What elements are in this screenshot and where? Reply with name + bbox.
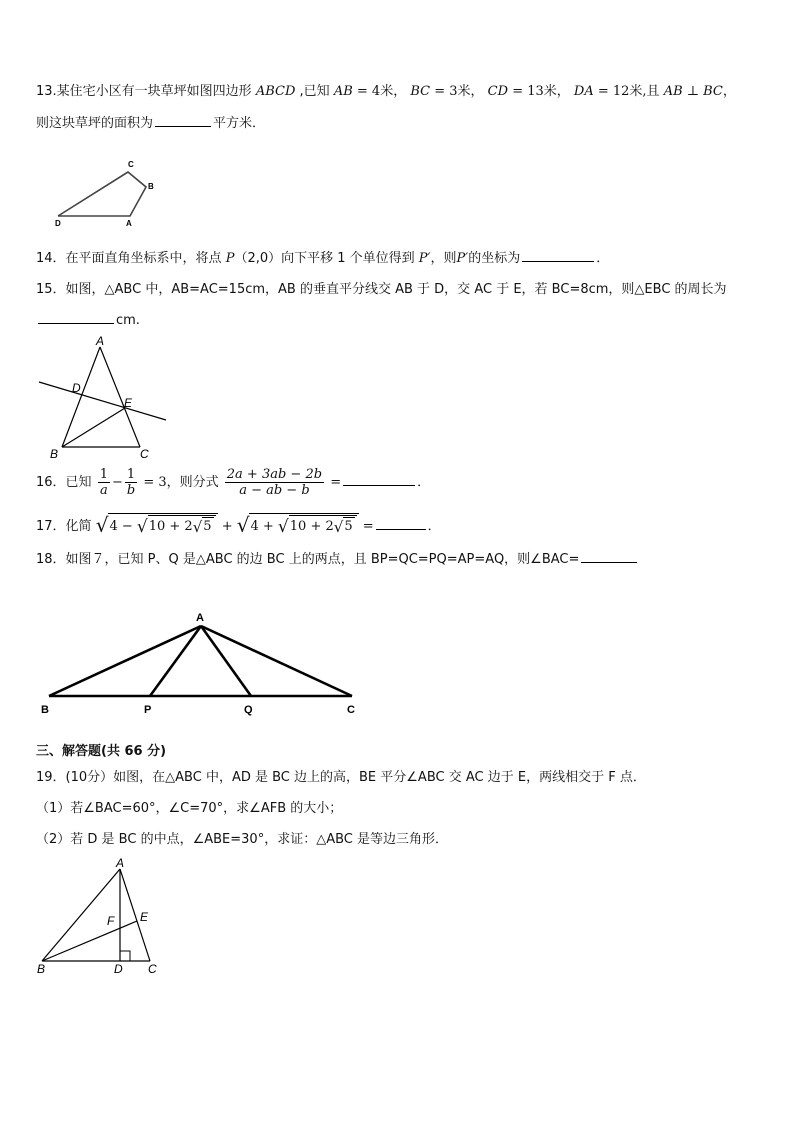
fraction-1-over-a: $\frac{1}{a}$ xyxy=(99,467,108,498)
radical-sign: √ xyxy=(236,513,250,537)
label-d: D xyxy=(72,381,81,395)
q15-line2: cm. xyxy=(36,311,140,331)
label-d: D xyxy=(114,962,123,976)
label-c: C xyxy=(347,704,355,716)
label-b: B xyxy=(50,447,59,461)
q13-line2: 则这块草坪的面积为 平方米． xyxy=(36,116,266,131)
q17-line: 17．化简 √4 − √10 + 2√5 + √4 + √10 + 2√5 = ． xyxy=(36,513,441,537)
q14-line: 14．在平面直角坐标系中，将点 P（2,0）向下平移 1 个单位得到 P′，则P′的坐标为 ． xyxy=(36,251,610,266)
label-c: C xyxy=(128,160,134,169)
radicand-1: 4 − √10 + 2√5 xyxy=(108,513,217,535)
radical-sign: √ xyxy=(95,513,109,537)
label-b: B xyxy=(37,962,46,976)
label-a: A xyxy=(96,334,105,348)
section-title: 三、解答题(共 66 分) xyxy=(36,744,167,759)
label-d: D xyxy=(55,219,61,228)
label-q: Q xyxy=(244,704,253,716)
radicand-2: 4 + √10 + 2√5 xyxy=(249,513,358,535)
label-f: F xyxy=(107,914,115,928)
answer-blank[interactable] xyxy=(376,528,426,530)
label-b: B xyxy=(148,182,154,191)
q18-triangle-figure xyxy=(36,608,376,718)
q15-line1: 15．如图，△ABC 中，AB=AC=15cm，AB 的垂直平分线交 AB 于 D，交 AC 于 E，若 BC=8cm，则△EBC 的周长为 xyxy=(36,282,727,297)
label-a: A xyxy=(116,856,125,870)
label-a: A xyxy=(196,612,204,624)
answer-blank[interactable] xyxy=(522,260,594,262)
q19-triangle-figure xyxy=(36,855,176,980)
q16-line: 16．已知 $\frac{1}{a}$ − $\frac{1}{b}$ = 3，则分式 $\frac{2a + 3ab - 2b}{a - ab - b}$ = ． xyxy=(36,467,431,498)
fraction-expression: $\frac{2a + 3ab - 2b}{a - ab - b}$ xyxy=(226,467,323,498)
label-b: B xyxy=(41,704,49,716)
fraction-1-over-b: $\frac{1}{b}$ xyxy=(126,467,136,498)
label-c: C xyxy=(140,447,149,461)
label-p: P xyxy=(144,704,152,716)
q19-part2: （2）若 D 是 BC 的中点，∠ABE=30°，求证：△ABC 是等边三角形． xyxy=(36,832,448,847)
label-e: E xyxy=(124,396,133,410)
q19-part1: （1）若∠BAC=60°，∠C=70°，求∠AFB 的大小； xyxy=(36,801,343,816)
q13-quadrilateral-figure xyxy=(50,160,170,230)
answer-blank[interactable] xyxy=(155,125,211,127)
q19-line1: 19．(10分）如图，在△ABC 中，AD 是 BC 边上的高，BE 平分∠ABC 交 AC 边于 E，两线相交于 F 点． xyxy=(36,770,646,785)
q15-triangle-figure xyxy=(36,335,176,465)
q13-line1: 13.某住宅小区有一块草坪如图四边形 ABCD ,已知 AB = 4米， BC = 3米， CD = 13米， DA = 12米,且 AB ⊥ BC， xyxy=(36,84,736,99)
answer-blank[interactable] xyxy=(38,322,114,324)
label-a: A xyxy=(126,219,132,228)
label-e: E xyxy=(140,910,149,924)
q18-line: 18．如图７，已知 P、Q 是△ABC 的边 BC 上的两点，且 BP=QC=PQ=AP=AQ，则∠BAC= xyxy=(36,550,639,570)
answer-blank[interactable] xyxy=(581,561,637,563)
answer-blank[interactable] xyxy=(343,484,415,486)
label-c: C xyxy=(148,962,157,976)
